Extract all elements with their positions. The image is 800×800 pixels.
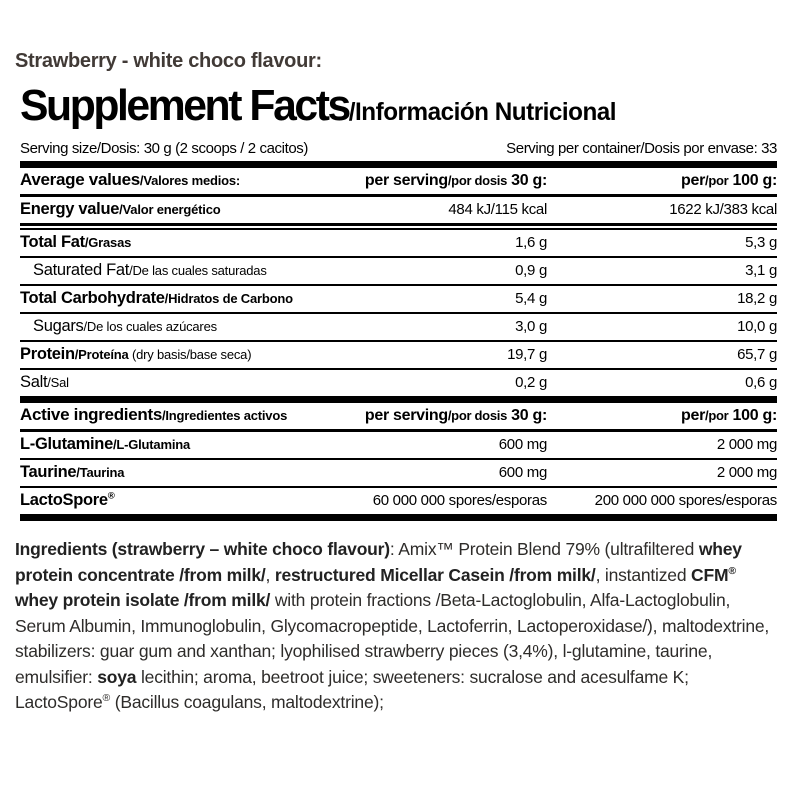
nutrient-name — [20, 345, 297, 364]
supplement-facts-heading — [20, 81, 754, 136]
header-per-serving — [297, 407, 547, 425]
per-serving-amount: 30 g: — [507, 172, 547, 189]
nutrient-name — [20, 491, 297, 510]
per-serving-en: per serving — [364, 407, 448, 424]
name-es: /Sal — [47, 375, 69, 390]
header-label-es: /Valores medios: — [139, 173, 241, 188]
serving-size-text: Serving size/Dosis: 30 g (2 scoops / 2 cacitos) — [20, 140, 308, 157]
value-per-100g: 2 000 mg — [716, 464, 777, 481]
name-es: /Taurina — [76, 465, 125, 480]
per-serving-en: per serving — [364, 172, 448, 189]
value-per-100g: 0,6 g — [745, 374, 777, 391]
row-salt — [20, 370, 777, 396]
ingredient-segment: : Amix™ Protein Blend 79% (ultrafiltered — [389, 539, 699, 559]
nutrient-name — [20, 233, 297, 252]
row-divider — [20, 223, 777, 230]
name-en: Energy value — [20, 200, 120, 218]
ingredient-segment: (Bacillus coagulans, maltodextrine); — [110, 692, 384, 712]
value-per-100g: 18,2 g — [737, 290, 777, 307]
value-per-serving: 600 mg — [498, 436, 547, 453]
header-label-en: Average values — [20, 170, 140, 189]
header-per-serving — [297, 172, 547, 190]
per-100-amount: 100 g: — [728, 172, 777, 189]
value-per-serving: 60 000 000 spores/esporas — [372, 492, 547, 509]
table-header-row — [20, 168, 777, 194]
per-100-en: per — [681, 407, 706, 424]
name-en: Taurine — [20, 463, 77, 481]
value-per-100g: 1622 kJ/383 kcal — [669, 201, 777, 218]
ingredient-segment: , — [265, 564, 275, 585]
per-100-es: /por — [705, 408, 729, 423]
name-en: LactoSpore — [20, 491, 108, 509]
ingredient-segment: with protein fractions /Beta-Lactoglobulin, Alfa-Lactoglobulin, Serum Albumin, Immunoglobulin, Glycomacropeptide, Lactoferrin, Lactoperoxidase/), maltodextrine, stabilizers: guar gum and xanthan; lyophilised strawberry pieces (3,4%), l-glutamine, taurine, emulsifier: — [15, 590, 770, 687]
name-note: (dry basis/base seca) — [128, 347, 252, 362]
nutrition-table — [20, 168, 777, 403]
nutrient-name — [20, 373, 297, 392]
value-per-serving: 1,6 g — [515, 234, 547, 251]
ingredient-bold-segment: ® — [728, 564, 736, 577]
ingredient-bold-segment: Ingredients (strawberry – white choco flavour) — [15, 539, 390, 559]
header-per-100g — [547, 172, 777, 190]
value-per-100g: 200 000 000 spores/esporas — [594, 492, 777, 509]
heading-english: Supplement Facts — [20, 81, 349, 130]
per-serving-es: /por dosis — [447, 408, 507, 423]
ingredient-bold-segment: whey protein isolate /from milk/ — [15, 590, 271, 610]
name-en: Total Fat — [20, 233, 85, 251]
value-per-100g: 2 000 mg — [716, 436, 777, 453]
ingredient-segment: , instantized — [595, 564, 692, 585]
value-per-serving: 3,0 g — [515, 318, 547, 335]
per-serving-es: /por dosis — [447, 173, 507, 188]
name-en: Sugars — [33, 317, 84, 335]
value-per-100g: 65,7 g — [737, 346, 777, 363]
row-saturated-fat — [20, 258, 777, 284]
value-per-serving: 19,7 g — [507, 346, 547, 363]
ingredient-bold-segment: whey protein concentrate /from milk/ — [15, 539, 742, 585]
heading-spanish: /Información Nutricional — [348, 98, 617, 126]
name-en: Protein — [20, 345, 75, 363]
ingredient-bold-segment: soya — [97, 666, 137, 687]
row-taurine — [20, 460, 777, 486]
value-per-100g: 5,3 g — [745, 234, 777, 251]
value-per-serving: 484 kJ/115 kcal — [448, 201, 547, 218]
name-es: /De las cuales saturadas — [129, 263, 267, 278]
nutrient-name — [20, 261, 297, 280]
ingredients-paragraph — [15, 537, 780, 716]
name-es: /Valor energético — [119, 202, 221, 217]
name-es: /Hidratos de Carbono — [164, 291, 293, 306]
header-label-es: /Ingredientes activos — [161, 408, 288, 423]
nutrient-name — [20, 317, 297, 336]
name-en: Saturated Fat — [33, 261, 130, 279]
value-per-100g: 3,1 g — [745, 262, 777, 279]
flavour-title: Strawberry - white choco flavour: — [15, 50, 322, 72]
registered-mark: ® — [107, 490, 115, 502]
nutrient-name — [20, 200, 297, 219]
per-100-es: /por — [705, 173, 729, 188]
value-per-serving: 0,2 g — [515, 374, 547, 391]
per-100-en: per — [681, 172, 706, 189]
header-label-en: Active ingredients — [20, 405, 162, 424]
value-per-serving: 5,4 g — [515, 290, 547, 307]
serving-info-row — [20, 140, 777, 157]
name-es: /Proteína — [74, 347, 129, 362]
active-ingredients-table — [20, 403, 777, 521]
row-protein — [20, 342, 777, 368]
row-lactospore — [20, 488, 777, 514]
row-total-carbohydrate — [20, 286, 777, 312]
supplement-facts-panel — [20, 81, 777, 521]
value-per-serving: 0,9 g — [515, 262, 547, 279]
row-divider — [20, 514, 777, 521]
row-l-glutamine — [20, 432, 777, 458]
name-en: Total Carbohydrate — [20, 289, 165, 307]
name-es: /De los cuales azúcares — [83, 319, 217, 334]
nutrient-name — [20, 463, 297, 482]
name-en: L-Glutamine — [20, 435, 113, 453]
header-label — [20, 171, 297, 190]
name-en: Salt — [20, 373, 48, 391]
name-es: /Grasas — [84, 235, 132, 250]
per-100-amount: 100 g: — [728, 407, 777, 424]
ingredient-bold-segment: restructured Micellar Casein /from milk/ — [274, 564, 596, 585]
ingredient-segment: ® — [102, 692, 111, 705]
servings-per-container-text: Serving per container/Dosis por envase: 33 — [506, 140, 777, 157]
row-energy-value — [20, 197, 777, 223]
row-total-fat — [20, 230, 777, 256]
row-divider — [20, 396, 777, 403]
value-per-100g: 10,0 g — [737, 318, 777, 335]
ingredient-bold-segment: CFM — [691, 564, 729, 585]
table-header-row — [20, 403, 777, 429]
top-divider-bar — [20, 161, 777, 168]
nutrient-name — [20, 289, 297, 308]
row-sugars — [20, 314, 777, 340]
value-per-serving: 600 mg — [498, 464, 547, 481]
per-serving-amount: 30 g: — [507, 407, 547, 424]
name-es: /L-Glutamina — [112, 437, 191, 452]
nutrient-name — [20, 435, 297, 454]
header-per-100g — [547, 407, 777, 425]
header-label — [20, 406, 297, 425]
ingredient-segment: lecithin; aroma, beetroot juice; sweeteners: sucralose and acesulfame K; LactoSpore — [15, 666, 689, 712]
